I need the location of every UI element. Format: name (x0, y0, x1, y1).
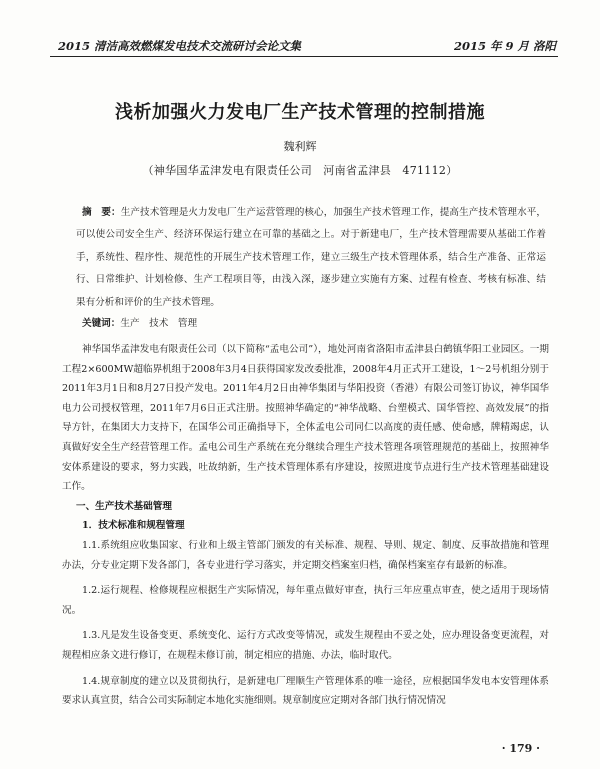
paragraph-1-3: 1.3.凡是发生设备变更、系统变化、运行方式改变等情况，或发生规程由不妥之处，应办理设备变更流程，对规程相应条文进行修订，在规程未修订前，制定相应的措施、办法，临时取代。 (62, 630, 549, 661)
page-number: · 179 · (501, 742, 540, 755)
paragraph-1-1: 1.1.系统组应收集国家、行业和上级主管部门颁发的有关标准、规程、导则、规定、制度、反事故措施和管理办法，分专业定期下发各部门，各专业进行学习落实，并定期交档案室归档，确保档案室存有最新的标准。 (62, 539, 549, 571)
header-proceedings-title: 2015 清洁高效燃煤发电技术交流研讨会论文集 (58, 39, 302, 53)
paragraph-1-4: 1.4.规章制度的建立以及贯彻执行，是新建电厂理顺生产管理体系的唯一途径，应根据国华发电本安管理体系要求认真宣贯，结合公司实际制定本地化实施细则。规章制度应定期对各部门执行情况情况 (62, 675, 549, 707)
author-name: 魏利辉 (283, 140, 317, 153)
keywords (82, 315, 197, 329)
intro-paragraph: 神华国华孟津发电有限责任公司（以下简称“孟电公司”），地处河南省洛阳市孟津县白鹤镇华阳工业园区。一期工程2×600MW超临界机组于2008年3月4日获得国家发改委批准，2008年4月正式开工建设，1～2号机组分别于2011年3月1日和8月27日投产发电。2011年4月2日由神华集团与华阳投资（香港）有限公司签订协议，神华国华电力公司授权管理，2011年7月6日正式注册。按照神华确定的“神华战略、台塑模式、国华管控、高效发展”的指导方针，在集团大力支持下，在国华公司正确指导下，全体孟电公司同仁以高度的责任感、使命感，牌精竭虑，认真做好安全生产经营管理工作。孟电公司生产系统在充分继续合理生产技术管理各项管理规范的基础上，按照神华安体系建设的要求，努力实践，吐故纳新，生产技术管理体系有序建设，按照进度节点进行生产技术管理基础建设工作。 (62, 344, 549, 493)
abstract (76, 202, 546, 314)
keywords-text: 生产 技术 管理 (120, 318, 198, 329)
section-heading: 一、生产技术基础管理 (76, 500, 172, 512)
keywords-label: 关键词： (82, 318, 121, 329)
header-date-location: 2015 年 9 月 洛阳 (453, 39, 556, 53)
abstract-text: 生产技术管理是火力发电厂生产运营管理的核心，加强生产技术管理工作，提高生产技术管理水平，可以使公司安全生产、经济环保运行建立在可靠的基础之上。对于新建电厂，生产技术管理需要从基础工作着手，系统性、程序性、规范性的开展生产技术管理工作，建立三级生产技术管理体系，结合生产准备、正常运行、日常维护、计划检修、生产工程项目等，由浅入深，逐步建立实施有方案、过程有检查、考核有标准、结果有分析和评价的生产技术管理。 (76, 207, 547, 308)
paragraph-1-2: 1.2.运行规程、检修规程应根据生产实际情况，每年重点做好审查，执行三年应重点审查，使之适用于现场情况。 (62, 585, 549, 616)
running-header (50, 36, 558, 57)
paper-title: 浅析加强火力发电厂生产技术管理的控制措施 (115, 102, 485, 123)
author-affiliation: （神华国华孟津发电有限责任公司 河南省孟津县 471112） (142, 164, 458, 177)
body-text (62, 340, 549, 711)
subsection-heading: 1．技术标准和规程管理 (82, 520, 185, 532)
abstract-label: 摘 要： (82, 207, 121, 218)
